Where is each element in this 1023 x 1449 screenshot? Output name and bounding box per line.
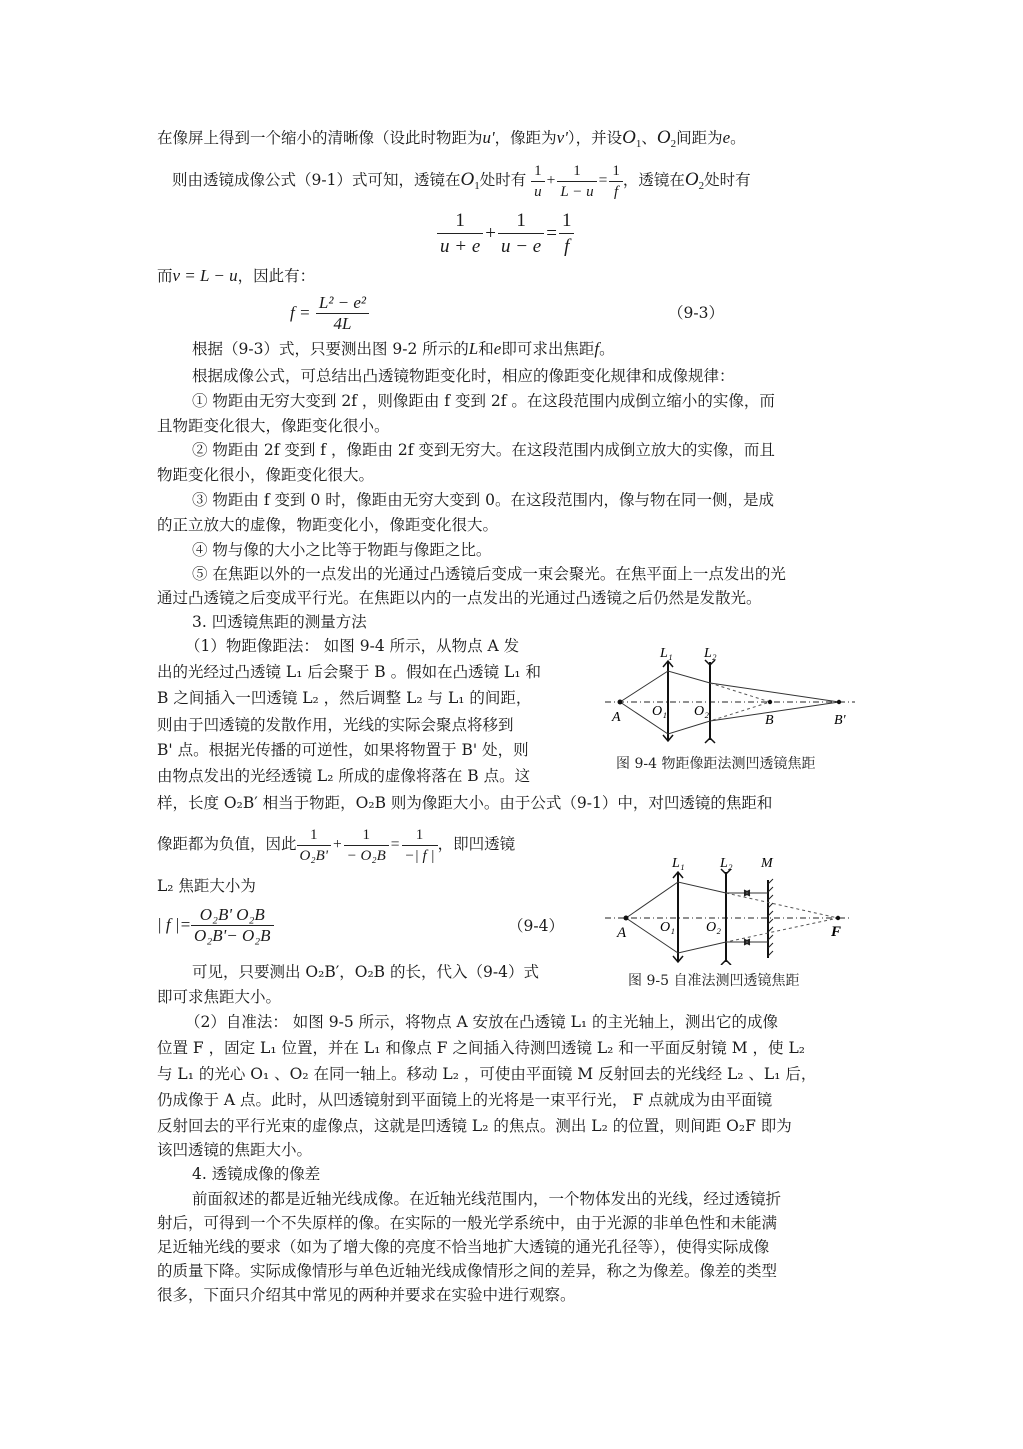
- rule-1-line-2: 且物距变化很大，像距变化很小。: [157, 417, 390, 435]
- denominator: O₂B'− O₂B: [194, 926, 271, 945]
- method1-line: B 之间插入一凹透镜 L₂ ，然后调整 L₂ 与 L₁ 的间距，: [157, 689, 532, 707]
- point-A: [624, 916, 629, 921]
- method1-line: 样，长度 O₂B′ 相当于物距，O₂B 则为像距大小。由于公式（9-1）中，对凹透镜的焦距和: [157, 794, 773, 812]
- numerator: 1: [437, 209, 483, 234]
- point-F: [836, 916, 840, 920]
- label-O1: O₁: [652, 704, 667, 719]
- method2-line: 该凹透镜的焦距大小。: [157, 1141, 313, 1159]
- math-v-prime: v': [556, 128, 568, 147]
- text: ，透镜在: [622, 171, 685, 189]
- rule-3-line-2: 的正立放大的虚像，物距变化小，像距变化很大。: [157, 516, 499, 534]
- rule-2-line-2: 物距变化很小，像距变化很大。: [157, 466, 375, 484]
- denominator: 4L: [333, 314, 352, 333]
- text: ），并设: [567, 129, 623, 147]
- equation-number: （9-4）: [508, 917, 564, 935]
- figure-9-5-diagram: [600, 850, 860, 965]
- aberration-line: 很多，下面只介绍其中常见的两种并要求在实验中进行观察。: [157, 1286, 576, 1304]
- fraction: [498, 209, 544, 260]
- virtual-rays: [726, 893, 838, 942]
- rule-3-line-1: ③ 物距由 f 变到 0 时，像距由无穷大变到 0。在这段范围内，像与物在同一侧，是成: [192, 491, 775, 509]
- label-L1: L₁: [660, 646, 673, 661]
- text: ，像距为: [494, 129, 557, 147]
- numerator: 1: [609, 161, 623, 182]
- paragraph-line: [157, 128, 746, 154]
- math-u-prime: u': [482, 128, 495, 147]
- label-L1: L₁: [672, 856, 685, 871]
- fraction: [559, 209, 575, 260]
- text: 、: [641, 129, 657, 147]
- denominator: O₂B': [299, 847, 328, 864]
- fraction: [316, 293, 369, 334]
- numerator: O₂B' O₂B: [191, 905, 274, 926]
- rule-5-line-1: ⑤ 在焦距以外的一点发出的光通过凸透镜后变成一束会聚光。在焦平面上一点发出的光: [192, 565, 786, 583]
- fraction: [402, 825, 438, 866]
- rule-2-line-1: ② 物距由 2f 变到 f ，像距由 2f 变到无穷大。在这段范围内成倒立放大的实像，而且: [192, 441, 775, 459]
- math-L: L: [468, 339, 479, 358]
- method1-line: B' 点。根据光传播的可逆性，如果将物置于 B' 处，则: [157, 741, 529, 759]
- fraction: [297, 825, 331, 866]
- paragraph-line: 根据成像公式，可总结出凸透镜物距变化时，相应的像距变化规律和成像规律：: [192, 367, 735, 385]
- O: O: [656, 127, 671, 148]
- figure-9-5-caption: 图 9-5 自准法测凹透镜焦距: [628, 973, 800, 989]
- denominator: u: [534, 183, 542, 200]
- rule-1-line-1: ① 物距由无穷大变到 2f ，则像距由 f 变到 2f 。在这段范围内成倒立缩小的实像，而: [192, 392, 775, 410]
- point-B-prime: [837, 700, 841, 704]
- text: 根据（9-3）式，只要测出图 9-2 所示的: [192, 340, 469, 358]
- method1-line: 由物点发出的光经透镜 L₂ 所成的虚像将落在 B 点。这: [157, 767, 531, 785]
- label-O2: O₂: [694, 704, 709, 719]
- fraction: [531, 161, 545, 202]
- section-heading: 3. 凹透镜焦距的测量方法: [192, 613, 367, 631]
- math-O2: $O_2$: [684, 169, 705, 192]
- numerator: 1: [531, 161, 545, 182]
- label-B: B: [765, 713, 774, 728]
- numerator: 1: [559, 209, 575, 234]
- numerator: 1: [297, 825, 331, 846]
- paragraph-line: [157, 266, 315, 286]
- text: 。: [730, 129, 746, 147]
- aberration-line: 的质量下降。实际成像情形与单色近轴光线成像情形之间的差异，称之为像差。像差的类型: [157, 1262, 778, 1280]
- method1-line: （1）物距像距法： 如图 9-4 所示，从物点 A 发: [185, 637, 520, 655]
- denominator: f: [564, 235, 570, 257]
- formula-9-2: $\frac{1}{u + e}$ + $\frac{1}{u - e}$ = $\frac{1}{f}$: [437, 208, 574, 260]
- text: 则由透镜成像公式（9-1）式可知，透镜在: [172, 171, 461, 189]
- denominator: − O₂B: [346, 847, 386, 864]
- paragraph-line: 可见，只要测出 O₂B′，O₂B 的长，代入（9-4）式: [192, 963, 539, 981]
- numerator: L² − e²: [316, 293, 369, 314]
- formula-lhs: | f |=: [157, 915, 192, 934]
- text: 即可求出焦距: [501, 340, 595, 358]
- text: 而: [157, 267, 173, 285]
- label-O2: O₂: [706, 920, 721, 935]
- math-O1: $O_1$: [460, 169, 480, 192]
- method2-line: 反射回去的平行光束的虚像点，这就是凹透镜 L₂ 的焦点。测出 L₂ 的位置，则间距 O₂F 即为: [157, 1117, 792, 1135]
- figure-9-4-diagram: [600, 640, 870, 750]
- label-L2: L₂: [704, 646, 717, 661]
- method2-line: 与 L₁ 的光心 O₁ 、O₂ 在同一轴上。移动 L₂ ，可使由平面镜 M 反射回去的光线经 L₂ 、L₁ 后，: [157, 1065, 817, 1083]
- fraction: [557, 161, 596, 202]
- numerator: 1: [498, 209, 544, 234]
- math-e: e: [722, 128, 731, 147]
- text: 处时有: [704, 171, 751, 189]
- rule-5-line-2: 通过凸透镜之后变成平行光。在焦距以内的一点发出的光通过凸透镜之后仍然是发散光。: [157, 589, 762, 607]
- math-e: e: [493, 339, 502, 358]
- figure-9-4-caption: 图 9-4 物距像距法测凹透镜焦距: [616, 756, 816, 772]
- text: ，因此有：: [237, 267, 316, 285]
- text: 像距都为负值，因此: [157, 835, 297, 853]
- text: 在像屏上得到一个缩小的清晰像（设此时物距为: [157, 129, 483, 147]
- label-L2: L₂: [720, 856, 733, 871]
- aberration-line: 射后，可得到一个不失原样的像。在实际的一般光学系统中，由于光源的非单色性和未能满: [157, 1214, 778, 1232]
- paragraph-line: [192, 339, 615, 359]
- fraction: [437, 209, 483, 260]
- math-f: f: [594, 339, 600, 358]
- numerator: 1: [557, 161, 596, 182]
- formula-9-3: [290, 290, 369, 336]
- label-B-prime: B': [834, 713, 846, 728]
- O: O: [622, 127, 636, 148]
- equation-number: （9-3）: [668, 304, 724, 322]
- point-A: [618, 700, 623, 705]
- label-F: F: [831, 924, 842, 940]
- text: 处时有: [479, 171, 527, 189]
- denominator: L − u: [560, 183, 594, 200]
- formula-9-4: [157, 900, 274, 950]
- text: 。: [599, 340, 615, 358]
- paragraph-line: 即可求焦距大小。: [157, 988, 282, 1006]
- paragraph-line: L₂ 焦距大小为: [157, 877, 256, 895]
- fraction: [344, 825, 389, 866]
- method1-line: 则由于凹透镜的发散作用，光线的实际会聚点将移到: [157, 716, 514, 734]
- point-B: [768, 700, 772, 704]
- denominator: u − e: [500, 235, 542, 257]
- denominator: −| f |: [404, 847, 435, 864]
- method2-line: （2）自准法： 如图 9-5 所示，将物点 A 安放在凸透镜 L₁ 的主光轴上，测出它的成像: [185, 1013, 779, 1031]
- math-O1: $O_1$: [622, 127, 642, 150]
- aberration-line: 前面叙述的都是近轴光线成像。在近轴光线范围内，一个物体发出的光线，经过透镜折: [192, 1190, 782, 1208]
- text: 间距为: [676, 129, 723, 147]
- rule-4-line-1: ④ 物与像的大小之比等于物距与像距之比。: [192, 541, 492, 559]
- method2-line: 仍成像于 A 点。此时，从凹透镜射到平面镜上的光将是一束平行光， F 点就成为由平面镜: [157, 1091, 773, 1109]
- label-M: M: [761, 856, 773, 871]
- label-A: A: [617, 925, 627, 941]
- aberration-line: 足近轴光线的要求（如为了增大像的亮度不恰当地扩大透镜的通光孔径等），使得实际成像: [157, 1238, 770, 1256]
- fraction: [191, 905, 274, 946]
- section-heading: 4. 透镜成像的像差: [192, 1165, 321, 1183]
- fraction: [609, 161, 623, 202]
- paragraph-line: 像距都为负值，因此 $\frac{1}{\text{O₂B'}}$ + $\frac{1}{\text{− O₂B}}$ = $\frac{1}{-| f |}$ ，即凹透镜: [157, 826, 516, 864]
- numerator: 1: [344, 825, 389, 846]
- text: 和: [478, 340, 494, 358]
- paragraph-line: 则由透镜成像公式（9-1）式可知，透镜在$O_1$处时有 $\frac{1}{u}$ + $\frac{1}{L - u}$ = $\frac{1}{f}$ ，透镜在$O_2$处时有: [172, 162, 751, 200]
- numerator: 1: [402, 825, 438, 846]
- method1-line: 出的光经过凸透镜 L₁ 后会聚于 B 。假如在凸透镜 L₁ 和: [157, 663, 541, 681]
- label-A: A: [612, 710, 621, 725]
- method2-line: 位置 F ，固定 L₁ 位置，并在 L₁ 和像点 F 之间插入待测凹透镜 L₂ 和一平面反射镜 M ，使 L₂: [157, 1039, 805, 1057]
- denominator: f: [614, 183, 619, 200]
- math-O2: $O_2$: [656, 127, 677, 150]
- math-expression: v = L − u: [172, 266, 238, 285]
- text: ，即凹透镜: [437, 835, 516, 853]
- denominator: u + e: [440, 235, 481, 257]
- formula-lhs: f =: [290, 303, 311, 322]
- light-rays: [620, 671, 839, 734]
- label-O1: O₁: [660, 920, 675, 935]
